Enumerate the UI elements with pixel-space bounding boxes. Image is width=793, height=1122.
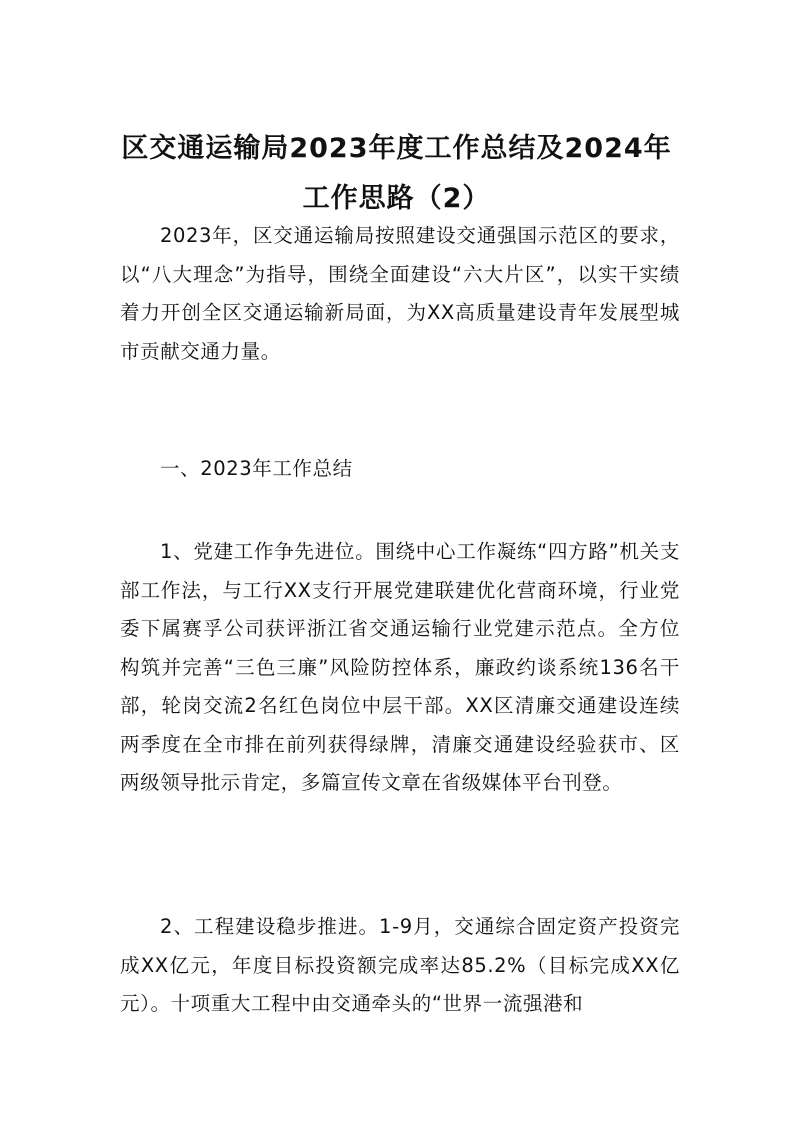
intro-paragraph: 2023年，区交通运输局按照建设交通强国示范区的要求，以“八大理念”为指导，围绕全面建设“六大片区”，以实干实绩着力开创全区交通运输新局面，为XX高质量建设青年发展型城市贡献交通力量。	[120, 224, 680, 363]
title-line-2: 工作思路（2）	[302, 183, 491, 214]
item-2-paragraph: 2、工程建设稳步推进。1-9月，交通综合固定资产投资完成XX亿元，年度目标投资额完成率达85.2%（目标完成XX亿元）。十项重大工程中由交通牵头的“世界一流强港和	[120, 915, 680, 1015]
title-line-1: 区交通运输局2023年度工作总结及2024年	[121, 133, 672, 164]
section-heading: 一、2023年工作总结	[160, 457, 353, 480]
document-title	[110, 124, 683, 224]
item-1-paragraph: 1、党建工作争先进位。围绕中心工作凝练“四方路”机关支部工作法，与工行XX支行开展党建联建优化营商环境，行业党委下属赛孚公司获评浙江省交通运输行业党建示范点。全方位构筑并完善“三色三廉”风险防控体系，廉政约谈系统136名干部，轮岗交流2名红色岗位中层干部。XX区清廉交通建设连续两季度在全市排在前列获得绿牌，清廉交通建设经验获市、区两级领导批示肯定，多篇宣传文章在省级媒体平台刊登。	[120, 540, 680, 794]
